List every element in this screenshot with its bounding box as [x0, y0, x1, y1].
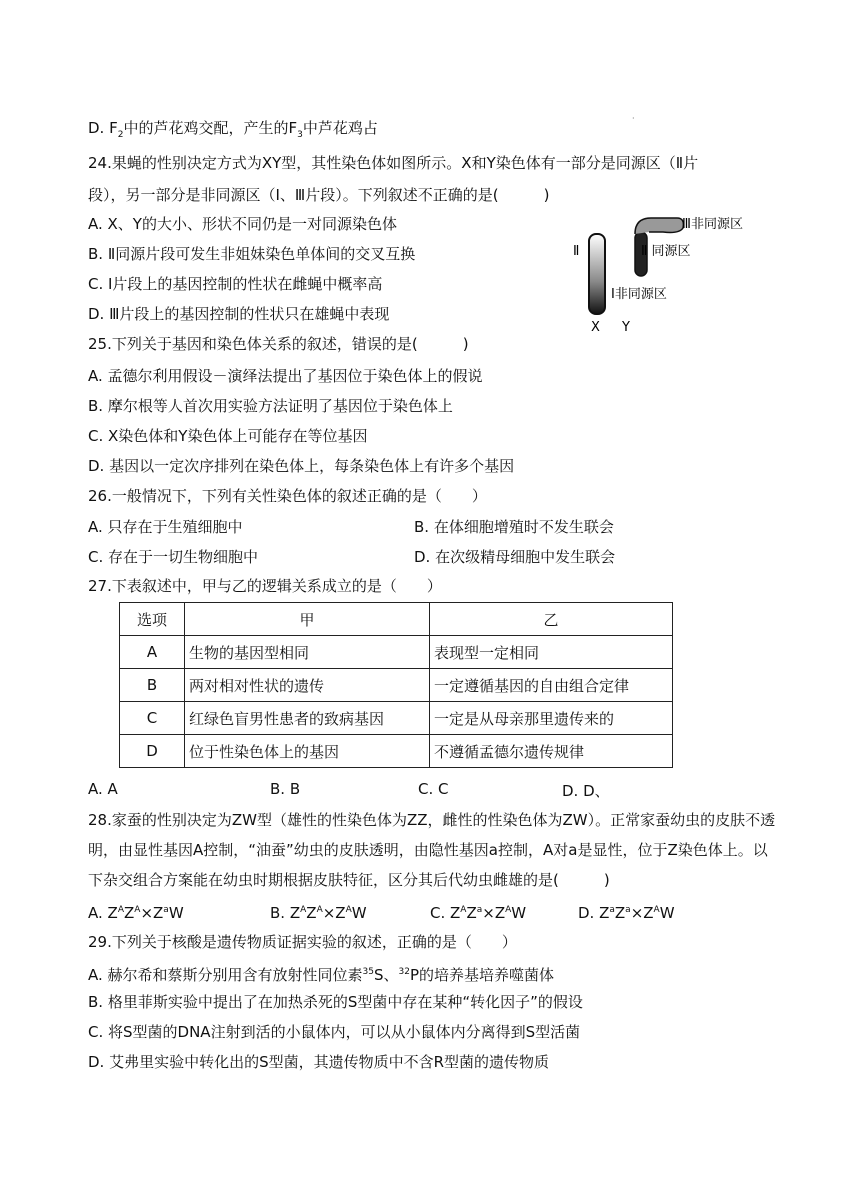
- label-II-left: Ⅱ: [573, 244, 580, 259]
- cell-option: B: [120, 669, 185, 702]
- x-chromosome: [589, 234, 605, 314]
- q27-option-a: A. A: [88, 780, 118, 798]
- table-header-row: [120, 603, 673, 636]
- q25-option-a: A. 孟德尔利用假设－演绎法提出了基因位于染色体上的假说: [88, 367, 483, 385]
- q26-option-a: A. 只存在于生殖细胞中: [88, 518, 243, 536]
- cell-jia: 位于性染色体上的基因: [185, 735, 430, 768]
- cell-yi: 一定是从母亲那里遗传来的: [430, 702, 673, 735]
- cell-yi: 表现型一定相同: [430, 636, 673, 669]
- chromosome-diagram: [567, 210, 752, 335]
- q28-option-a: A. $Z^AZ^A\times Z^aW$: [88, 904, 184, 922]
- cell-jia: 红绿色盲男性患者的致病基因: [185, 702, 430, 735]
- cell-yi: 不遵循孟德尔遗传规律: [430, 735, 673, 768]
- table-row: [120, 669, 673, 702]
- table-row: [120, 636, 673, 669]
- q25-option-c: C. X染色体和Y染色体上可能存在等位基因: [88, 427, 368, 445]
- q28-option-d: D. $Z^aZ^a\times Z^AW$: [578, 904, 675, 922]
- q23-option-d: D. $F_2$中的芦花鸡交配，产生的$F_3$中芦花鸡占: [88, 119, 378, 140]
- y-chromosome-arm: [635, 218, 683, 234]
- table-row: [120, 702, 673, 735]
- label-y: Y: [622, 320, 630, 335]
- cell-option: C: [120, 702, 185, 735]
- q24-option-d: D. Ⅲ片段上的基因控制的性状只在雄蝇中表现: [88, 305, 390, 323]
- q24-stem-line1: 24.果蝇的性别决定方式为XY型，其性染色体如图所示。X和Y染色体有一部分是同源区（Ⅱ片: [88, 154, 699, 172]
- cell-option: A: [120, 636, 185, 669]
- table-row: [120, 735, 673, 768]
- q25-stem: 25.下列关于基因和染色体关系的叙述，错误的是( ): [88, 335, 469, 353]
- q27-option-c: C. C: [418, 780, 449, 798]
- header-option: 选项: [120, 603, 185, 636]
- q27-option-d: D. D、: [562, 782, 610, 800]
- q28-stem: 28.家蚕的性别决定为ZW型（雄性的性染色体为ZZ，雌性的性染色体为ZW）。正常家蚕幼虫的皮肤不透明，由显性基因A控制，“油蚕”幼虫的皮肤透明，由隐性基因a控制，A对a是显性，位于Z染色体上。以下杂交组合方案能在幼虫时期根据皮肤特征，区分其后代幼虫雌雄的是( ): [88, 811, 776, 889]
- q29-option-a: A. 赫尔希和蔡斯分别用含有放射性同位素$^{35}$S、$^{32}$P的培养基培养噬菌体: [88, 966, 555, 984]
- q25-option-b: B. 摩尔根等人首次用实验方法证明了基因位于染色体上: [88, 397, 453, 415]
- q26-option-b: B. 在体细胞增殖时不发生联会: [414, 518, 614, 536]
- cell-yi: 一定遵循基因的自由组合定律: [430, 669, 673, 702]
- q28-option-b: B. $Z^AZ^A\times Z^AW$: [270, 904, 367, 922]
- q24-option-a: A. X、Y的大小、形状不同仍是一对同源染色体: [88, 215, 397, 233]
- label-x: X: [591, 320, 600, 335]
- label-III: Ⅲ非同源区: [682, 217, 743, 232]
- q29-option-c: C. 将S型菌的DNA注射到活的小鼠体内，可以从小鼠体内分离得到S型活菌: [88, 1023, 581, 1041]
- q24-option-c: C. Ⅰ片段上的基因控制的性状在雌蝇中概率高: [88, 275, 383, 293]
- q27-option-b: B. B: [270, 780, 301, 798]
- q28-option-c: C. $Z^AZ^a\times Z^AW$: [430, 904, 527, 922]
- q24-option-b: B. Ⅱ同源片段可发生非姐妹染色单体间的交叉互换: [88, 245, 416, 263]
- q29-option-b: B. 格里菲斯实验中提出了在加热杀死的S型菌中存在某种“转化因子”的假设: [88, 993, 583, 1011]
- label-II-right: Ⅱ 同源区: [641, 244, 691, 259]
- q26-option-c: C. 存在于一切生物细胞中: [88, 548, 259, 566]
- label-I: Ⅰ非同源区: [611, 287, 667, 302]
- header-yi: 乙: [430, 603, 673, 636]
- cell-jia: 生物的基因型相同: [185, 636, 430, 669]
- q29-option-d: D. 艾弗里实验中转化出的S型菌，其遗传物质中不含R型菌的遗传物质: [88, 1053, 550, 1071]
- cell-jia: 两对相对性状的遗传: [185, 669, 430, 702]
- q27-table: [119, 602, 673, 768]
- q26-option-d: D. 在次级精母细胞中发生联会: [414, 548, 616, 566]
- header-jia: 甲: [185, 603, 430, 636]
- q29-stem: 29.下列关于核酸是遗传物质证据实验的叙述，正确的是（ ）: [88, 933, 517, 951]
- q27-stem: 27.下表叙述中，甲与乙的逻辑关系成立的是（ ）: [88, 577, 442, 595]
- q26-stem: 26.一般情况下，下列有关性染色体的叙述正确的是（ ）: [88, 487, 487, 505]
- q25-option-d: D. 基因以一定次序排列在染色体上，每条染色体上有许多个基因: [88, 457, 515, 475]
- q24-stem-line2: 段），另一部分是非同源区（Ⅰ、Ⅲ片段）。下列叙述不正确的是( ): [88, 186, 550, 204]
- cell-option: D: [120, 735, 185, 768]
- stray-dot: ·: [632, 114, 635, 123]
